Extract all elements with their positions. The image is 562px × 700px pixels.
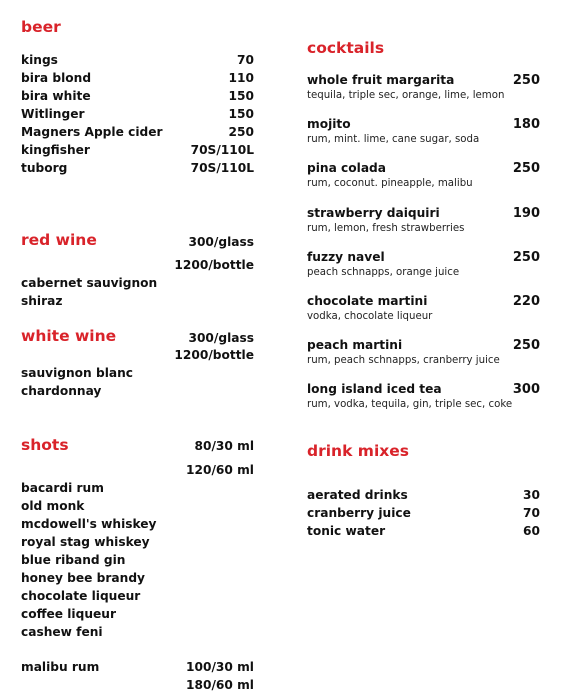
item-name: whole fruit margarita [307, 73, 455, 87]
list-item [21, 69, 254, 87]
item-price: 250 [512, 73, 540, 88]
list-item [307, 522, 540, 540]
beer-heading: beer [21, 18, 61, 36]
white-wine-heading: white wine [21, 327, 117, 345]
list-item [307, 504, 540, 522]
item-price: 190 [512, 206, 540, 221]
item-price: 110 [228, 71, 254, 85]
list-item: chocolate liqueur [21, 589, 141, 603]
list-item [21, 51, 254, 69]
item-name: bira blond [21, 71, 92, 85]
white-wine-price-glass: 300/glass [188, 331, 254, 345]
list-item [307, 116, 540, 146]
white-wine-price-bottle: 1200/bottle [174, 348, 254, 362]
item-description: tequila, triple sec, orange, lime, lemon [307, 90, 505, 101]
item-name: kingfisher [21, 143, 90, 157]
list-item [307, 205, 540, 235]
item-name: tuborg [21, 161, 68, 175]
red-wine-price-glass: 300/glass [188, 235, 254, 249]
item-description: rum, coconut. pineapple, malibu [307, 178, 473, 189]
list-item: royal stag whiskey [21, 535, 150, 549]
shots-price-60ml: 120/60 ml [186, 463, 254, 477]
item-name: mojito [307, 117, 351, 131]
item-description: rum, vodka, tequila, gin, triple sec, coke [307, 399, 513, 410]
item-price: 220 [512, 294, 540, 309]
item-price: 60 [523, 524, 540, 538]
list-item [307, 293, 540, 323]
item-name: kings [21, 53, 58, 67]
list-item [307, 160, 540, 190]
item-price: 250 [228, 125, 254, 139]
list-item: honey bee brandy [21, 571, 145, 585]
item-price: 70 [523, 506, 540, 520]
list-item: blue riband gin [21, 553, 126, 567]
list-item [307, 72, 540, 102]
cocktails-heading: cocktails [307, 39, 385, 57]
item-price: 180 [512, 117, 540, 132]
list-item [307, 337, 540, 367]
item-description: vodka, chocolate liqueur [307, 311, 433, 322]
list-item: old monk [21, 499, 85, 513]
list-item: mcdowell's whiskey [21, 517, 157, 531]
list-item: shiraz [21, 294, 63, 308]
item-name: tonic water [307, 524, 386, 538]
list-item [21, 123, 254, 141]
red-wine-price-bottle: 1200/bottle [174, 258, 254, 272]
list-item: coffee liqueur [21, 607, 116, 621]
list-item: bacardi rum [21, 481, 104, 495]
item-name: fuzzy navel [307, 250, 385, 264]
shots-heading: shots [21, 436, 69, 454]
malibu-rum-name: malibu rum [21, 660, 100, 674]
item-price: 30 [523, 488, 540, 502]
item-price: 70 [237, 53, 254, 67]
item-name: pina colada [307, 161, 386, 175]
item-price: 300 [512, 382, 540, 397]
item-name: Magners Apple cider [21, 125, 163, 139]
item-name: peach martini [307, 338, 403, 352]
malibu-rum-price-30ml: 100/30 ml [186, 660, 254, 674]
item-price: 250 [512, 161, 540, 176]
list-item [307, 381, 540, 411]
item-price: 150 [228, 89, 254, 103]
item-name: chocolate martini [307, 294, 428, 308]
list-item: chardonnay [21, 384, 102, 398]
item-description: rum, mint. lime, cane sugar, soda [307, 134, 480, 145]
list-item [307, 249, 540, 279]
list-item: cashew feni [21, 625, 103, 639]
item-description: rum, peach schnapps, cranberry juice [307, 355, 500, 366]
item-name: aerated drinks [307, 488, 408, 502]
item-name: cranberry juice [307, 506, 411, 520]
list-item [21, 159, 254, 177]
drink-mixes-heading: drink mixes [307, 442, 409, 460]
list-item: cabernet sauvignon [21, 276, 158, 290]
malibu-rum-price-60ml: 180/60 ml [186, 678, 254, 692]
list-item: sauvignon blanc [21, 366, 133, 380]
item-name: strawberry daiquiri [307, 206, 440, 220]
item-name: bira white [21, 89, 91, 103]
list-item [21, 105, 254, 123]
shots-price-30ml: 80/30 ml [194, 439, 254, 453]
item-description: rum, lemon, fresh strawberries [307, 223, 465, 234]
list-item [21, 87, 254, 105]
item-name: long island iced tea [307, 382, 442, 396]
list-item [21, 141, 254, 159]
item-price: 70S/110L [190, 143, 254, 157]
item-name: Witlinger [21, 107, 85, 121]
item-price: 150 [228, 107, 254, 121]
red-wine-heading: red wine [21, 231, 97, 249]
item-price: 250 [512, 250, 540, 265]
item-price: 250 [512, 338, 540, 353]
item-description: peach schnapps, orange juice [307, 267, 460, 278]
item-price: 70S/110L [190, 161, 254, 175]
list-item [307, 486, 540, 504]
